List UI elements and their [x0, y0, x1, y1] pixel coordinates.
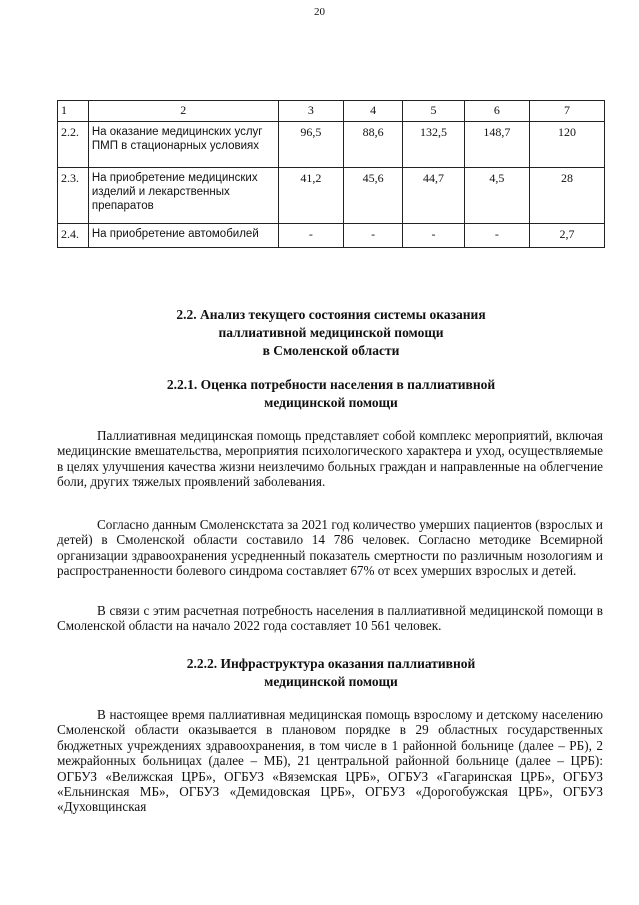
- heading-line: в Смоленской области: [262, 343, 400, 358]
- table-cell: 148,7: [464, 122, 529, 168]
- header-cell: 7: [530, 101, 605, 122]
- table-cell: 120: [530, 122, 605, 168]
- row-number: 2.2.: [58, 122, 89, 168]
- section-heading-2-2-2: [57, 655, 605, 691]
- header-cell: 6: [464, 101, 529, 122]
- heading-line: медицинской помощи: [264, 674, 398, 689]
- table-cell: 2,7: [530, 224, 605, 248]
- heading-line: паллиативной медицинской помощи: [218, 325, 444, 340]
- row-label: На оказание медицинских услуг ПМП в стационарных условиях: [88, 122, 278, 168]
- paragraph: В настоящее время паллиативная медицинская помощь взрослому и детскому населению Смоленской области оказывается в плановом порядке в 29 областных государственных бюджетных учреждениях здравоохранения, в том числе в 1 районной больнице (далее – РБ), 2 межрайонных больницах (далее – МБ), 21 центральной районной больнице (далее – ЦРБ): ОГБУЗ «Велижская ЦРБ», ОГБУЗ «Вяземская ЦРБ», ОГБУЗ «Гагаринская ЦРБ», ОГБУЗ «Ельнинская МБ», ОГБУЗ «Демидовская ЦРБ», ОГБУЗ «Дорогобужская ЦРБ», ОГБУЗ «Духовщинская: [57, 707, 603, 815]
- table-cell: 45,6: [343, 168, 402, 224]
- paragraph: В связи с этим расчетная потребность населения в паллиативной медицинской помощи в Смоленской области на начало 2022 года составляет 10 561 человек.: [57, 603, 603, 634]
- row-number: 2.3.: [58, 168, 89, 224]
- header-cell: 1: [58, 101, 89, 122]
- row-label: На приобретение медицинских изделий и лекарственных препаратов: [88, 168, 278, 224]
- header-cell: 3: [278, 101, 343, 122]
- paragraph: Паллиативная медицинская помощь представляет собой комплекс мероприятий, включая медицинские вмешательства, мероприятия психологического характера и уход, осуществляемые в целях улучшения качества жизни неизлечимо больных граждан и направленные на облегчение боли, других тяжелых проявлений заболевания.: [57, 428, 603, 490]
- table-cell: 4,5: [464, 168, 529, 224]
- header-cell: 4: [343, 101, 402, 122]
- table-cell: -: [278, 224, 343, 248]
- budget-table: [57, 100, 605, 248]
- table-cell: -: [343, 224, 402, 248]
- page-number: 20: [314, 6, 325, 18]
- table-cell: 88,6: [343, 122, 402, 168]
- table-cell: 96,5: [278, 122, 343, 168]
- heading-line: 2.2. Анализ текущего состояния системы оказания: [176, 307, 486, 322]
- table-cell: 41,2: [278, 168, 343, 224]
- section-heading-2-2: [57, 306, 605, 360]
- section-heading-2-2-1: [57, 376, 605, 412]
- header-cell: 2: [88, 101, 278, 122]
- paragraph: Согласно данным Смоленскстата за 2021 год количество умерших пациентов (взрослых и детей) в Смоленской области составило 14 786 человек. Согласно методике Всемирной организации здравоохранения усредненный показатель смертности по различным нозологиям и распространенности болевого синдрома составляет 67% от всех умерших взрослых и детей.: [57, 517, 603, 579]
- heading-line: 2.2.2. Инфраструктура оказания паллиативной: [186, 656, 476, 671]
- heading-line: медицинской помощи: [264, 395, 398, 410]
- table-header-row: [58, 101, 605, 122]
- row-label: На приобретение автомобилей: [88, 224, 278, 248]
- table-cell: 28: [530, 168, 605, 224]
- table-row: [58, 168, 605, 224]
- header-cell: 5: [403, 101, 464, 122]
- table-cell: 132,5: [403, 122, 464, 168]
- heading-line: 2.2.1. Оценка потребности населения в паллиативной: [166, 377, 496, 392]
- table-cell: -: [403, 224, 464, 248]
- table-cell: 44,7: [403, 168, 464, 224]
- row-number: 2.4.: [58, 224, 89, 248]
- table-row: [58, 122, 605, 168]
- table-row: [58, 224, 605, 248]
- table-cell: -: [464, 224, 529, 248]
